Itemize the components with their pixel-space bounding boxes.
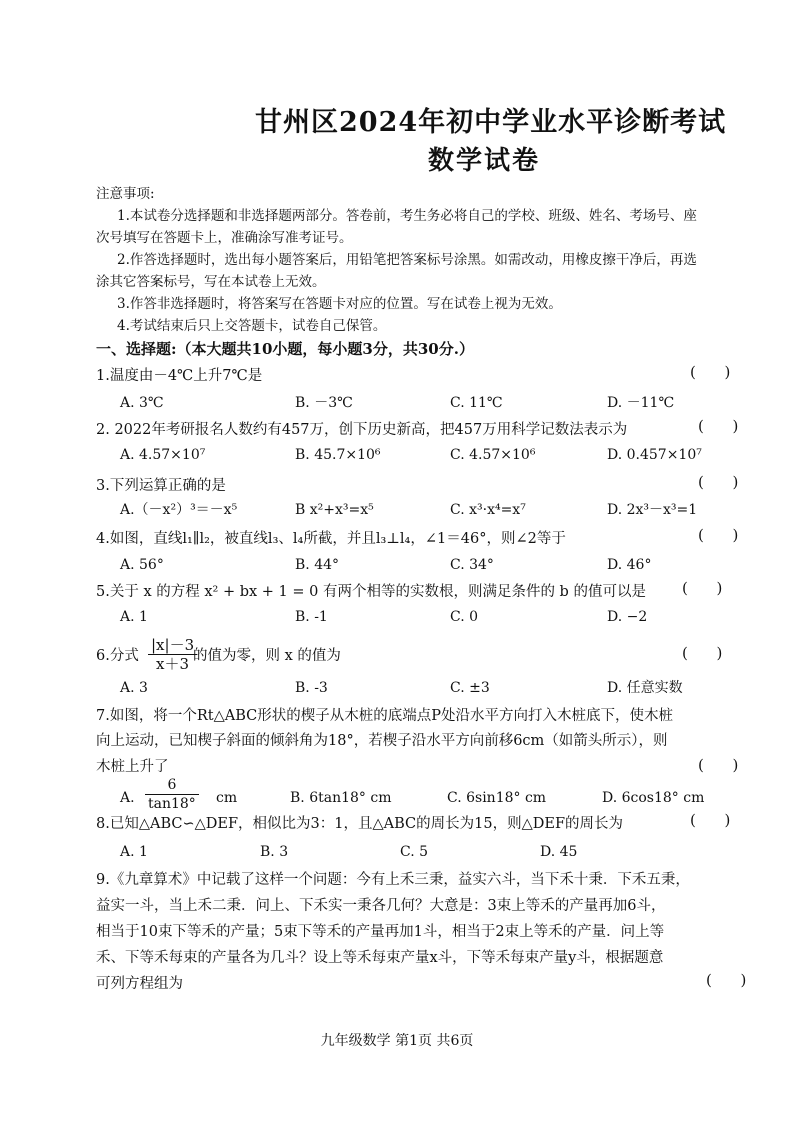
question-4-options bbox=[120, 555, 740, 577]
option-d: D. −2 bbox=[607, 609, 648, 625]
question-2-stem: 2. 2022年考研报名人数约有457万，创下历史新高，把457万用科学记数法表示为 bbox=[96, 422, 628, 438]
option-c: C. 11℃ bbox=[450, 395, 503, 411]
question-2-options bbox=[120, 445, 740, 467]
notice-heading: 注意事项: bbox=[96, 186, 155, 202]
option-d: D. 0.457×10⁷ bbox=[607, 447, 702, 463]
option-c: C. ±3 bbox=[450, 680, 490, 696]
question-6-fraction bbox=[148, 636, 197, 673]
answer-blank-4: ( ) bbox=[698, 526, 739, 544]
question-9-stem-line-5: 可列方程组为 bbox=[96, 976, 183, 992]
page-footer: 九年级数学 第1页 共6页 bbox=[320, 1033, 474, 1049]
exam-subtitle: 数学试卷 bbox=[428, 146, 541, 176]
notice-item-2-cont: 涂其它答案标号，写在本试卷上无效。 bbox=[96, 274, 326, 290]
question-3-stem: 3.下列运算正确的是 bbox=[96, 478, 226, 494]
option-d: D. 46° bbox=[607, 557, 652, 573]
option-b: B. 44° bbox=[295, 557, 340, 573]
option-a: A.（－x²）³＝－x⁵ bbox=[120, 502, 238, 518]
question-5-options bbox=[120, 607, 740, 629]
option-c: C. x³·x⁴=x⁷ bbox=[450, 502, 526, 518]
section-heading: 一、选择题:（本大题共10小题，每小题3分，共30分.） bbox=[96, 340, 474, 358]
option-a: A. 4.57×10⁷ bbox=[120, 447, 206, 463]
question-7-stem-line-1: 7.如图，将一个Rt△ABC形状的楔子从木桩的底端点P处沿水平方向打入木桩底下，使木桩 bbox=[96, 708, 673, 724]
question-9-stem-line-2: 益实一斗，当上禾二秉．问上、下禾实一秉各几何？大意是：3束上等禾的产量再加6斗， bbox=[96, 898, 666, 914]
answer-blank-1: ( ) bbox=[690, 363, 731, 381]
option-c: C. 5 bbox=[400, 844, 429, 860]
question-1-options bbox=[120, 393, 740, 415]
option-d: D. 45 bbox=[540, 844, 578, 860]
option-a: A. 1 bbox=[120, 844, 148, 860]
question-7-stem-line-2: 向上运动，已知楔子斜面的倾斜角为18°，若楔子沿水平方向前移6cm（如箭头所示），则 bbox=[96, 733, 668, 749]
option-b: B. 45.7×10⁶ bbox=[295, 447, 381, 463]
option-c: C. 4.57×10⁶ bbox=[450, 447, 536, 463]
option-c: C. 6sin18° cm bbox=[447, 790, 547, 806]
question-7-stem-line-3: 木桩上升了 bbox=[96, 759, 169, 775]
option-a: A. 3 bbox=[120, 680, 148, 696]
exam-title: 甘州区2024年初中学业水平诊断考试 bbox=[255, 107, 727, 138]
question-3-options bbox=[120, 500, 740, 522]
answer-blank-8: ( ) bbox=[690, 811, 731, 829]
option-b: B. 6tan18° cm bbox=[290, 790, 392, 806]
option-b: B. －3℃ bbox=[295, 395, 353, 411]
notice-item-2: 2.作答选择题时，选出每小题答案后，用铅笔把答案标号涂黑。如需改动，用橡皮擦干净后，再选 bbox=[117, 252, 697, 268]
question-6-stem-pre: 6.分式 bbox=[96, 648, 139, 664]
question-6-options bbox=[120, 678, 740, 700]
fraction-numerator: |x|－3 bbox=[148, 636, 197, 655]
question-4-stem: 4.如图，直线l₁∥l₂，被直线l₃、l₄所截，并且l₃⊥l₄，∠1＝46°，则∠2等于 bbox=[96, 531, 566, 547]
option-a-unit: cm bbox=[216, 790, 238, 806]
answer-blank-7: ( ) bbox=[698, 756, 739, 774]
answer-blank-2: ( ) bbox=[698, 417, 739, 435]
question-9-stem-line-3: 相当于10束下等禾的产量；5束下等禾的产量再加1斗，相当于2束上等禾的产量．问上等 bbox=[96, 924, 665, 940]
option-b: B. 3 bbox=[260, 844, 289, 860]
fraction-denominator: tan18° bbox=[148, 796, 196, 812]
option-d: D. 2x³－x³=1 bbox=[607, 502, 698, 518]
notice-item-3: 3.作答非选择题时，将答案写在答题卡对应的位置。写在试卷上视为无效。 bbox=[117, 296, 562, 312]
option-b: B. -1 bbox=[295, 609, 328, 625]
question-1-stem: 1.温度由－4℃上升7℃是 bbox=[96, 368, 263, 384]
question-8-stem: 8.已知△ABC∽△DEF，相似比为3：1，且△ABC的周长为15，则△DEF的周长为 bbox=[96, 816, 624, 832]
option-b: B x²+x³=x⁵ bbox=[295, 502, 374, 518]
question-8-options bbox=[120, 842, 740, 864]
question-6-stem-post: 的值为零，则 x 的值为 bbox=[193, 648, 341, 664]
option-d: D. 6cos18° cm bbox=[602, 790, 705, 806]
option-a: A. 56° bbox=[120, 557, 164, 573]
notice-item-1-cont: 次号填写在答题卡上，准确涂写准考证号。 bbox=[96, 230, 353, 246]
option-b: B. -3 bbox=[295, 680, 328, 696]
option-a: A. 3℃ bbox=[120, 395, 164, 411]
question-9-stem-line-4: 禾、下等禾每束的产量各为几斗？设上等禾每束产量x斗，下等禾每束产量y斗，根据题意 bbox=[96, 950, 664, 966]
option-c: C. 34° bbox=[450, 557, 494, 573]
fraction-numerator: 6 bbox=[145, 776, 199, 795]
fraction-denominator: x＋3 bbox=[156, 655, 190, 673]
notice-item-1: 1.本试卷分选择题和非选择题两部分。答卷前，考生务必将自己的学校、班级、姓名、考场号、座 bbox=[117, 208, 697, 224]
answer-blank-6: ( ) bbox=[682, 644, 723, 662]
option-d: D. 任意实数 bbox=[607, 680, 683, 696]
notice-item-4: 4.考试结束后只上交答题卡，试卷自己保管。 bbox=[117, 318, 387, 334]
option-a: A. 1 bbox=[120, 609, 148, 625]
question-7-options bbox=[120, 788, 740, 810]
question-9-stem-line-1: 9.《九章算术》中记载了这样一个问题：今有上禾三秉，益实六斗，当下禾十秉．下禾五秉， bbox=[96, 872, 690, 888]
option-c: C. 0 bbox=[450, 609, 479, 625]
answer-blank-3: ( ) bbox=[698, 473, 739, 491]
answer-blank-5: ( ) bbox=[682, 579, 723, 597]
option-a-label: A. bbox=[120, 790, 135, 806]
question-5-stem: 5.关于 x 的方程 x² + bx + 1 = 0 有两个相等的实数根，则满足条件的 b 的值可以是 bbox=[96, 584, 646, 600]
answer-blank-9: ( ) bbox=[706, 971, 747, 989]
option-d: D. －11℃ bbox=[607, 395, 675, 411]
